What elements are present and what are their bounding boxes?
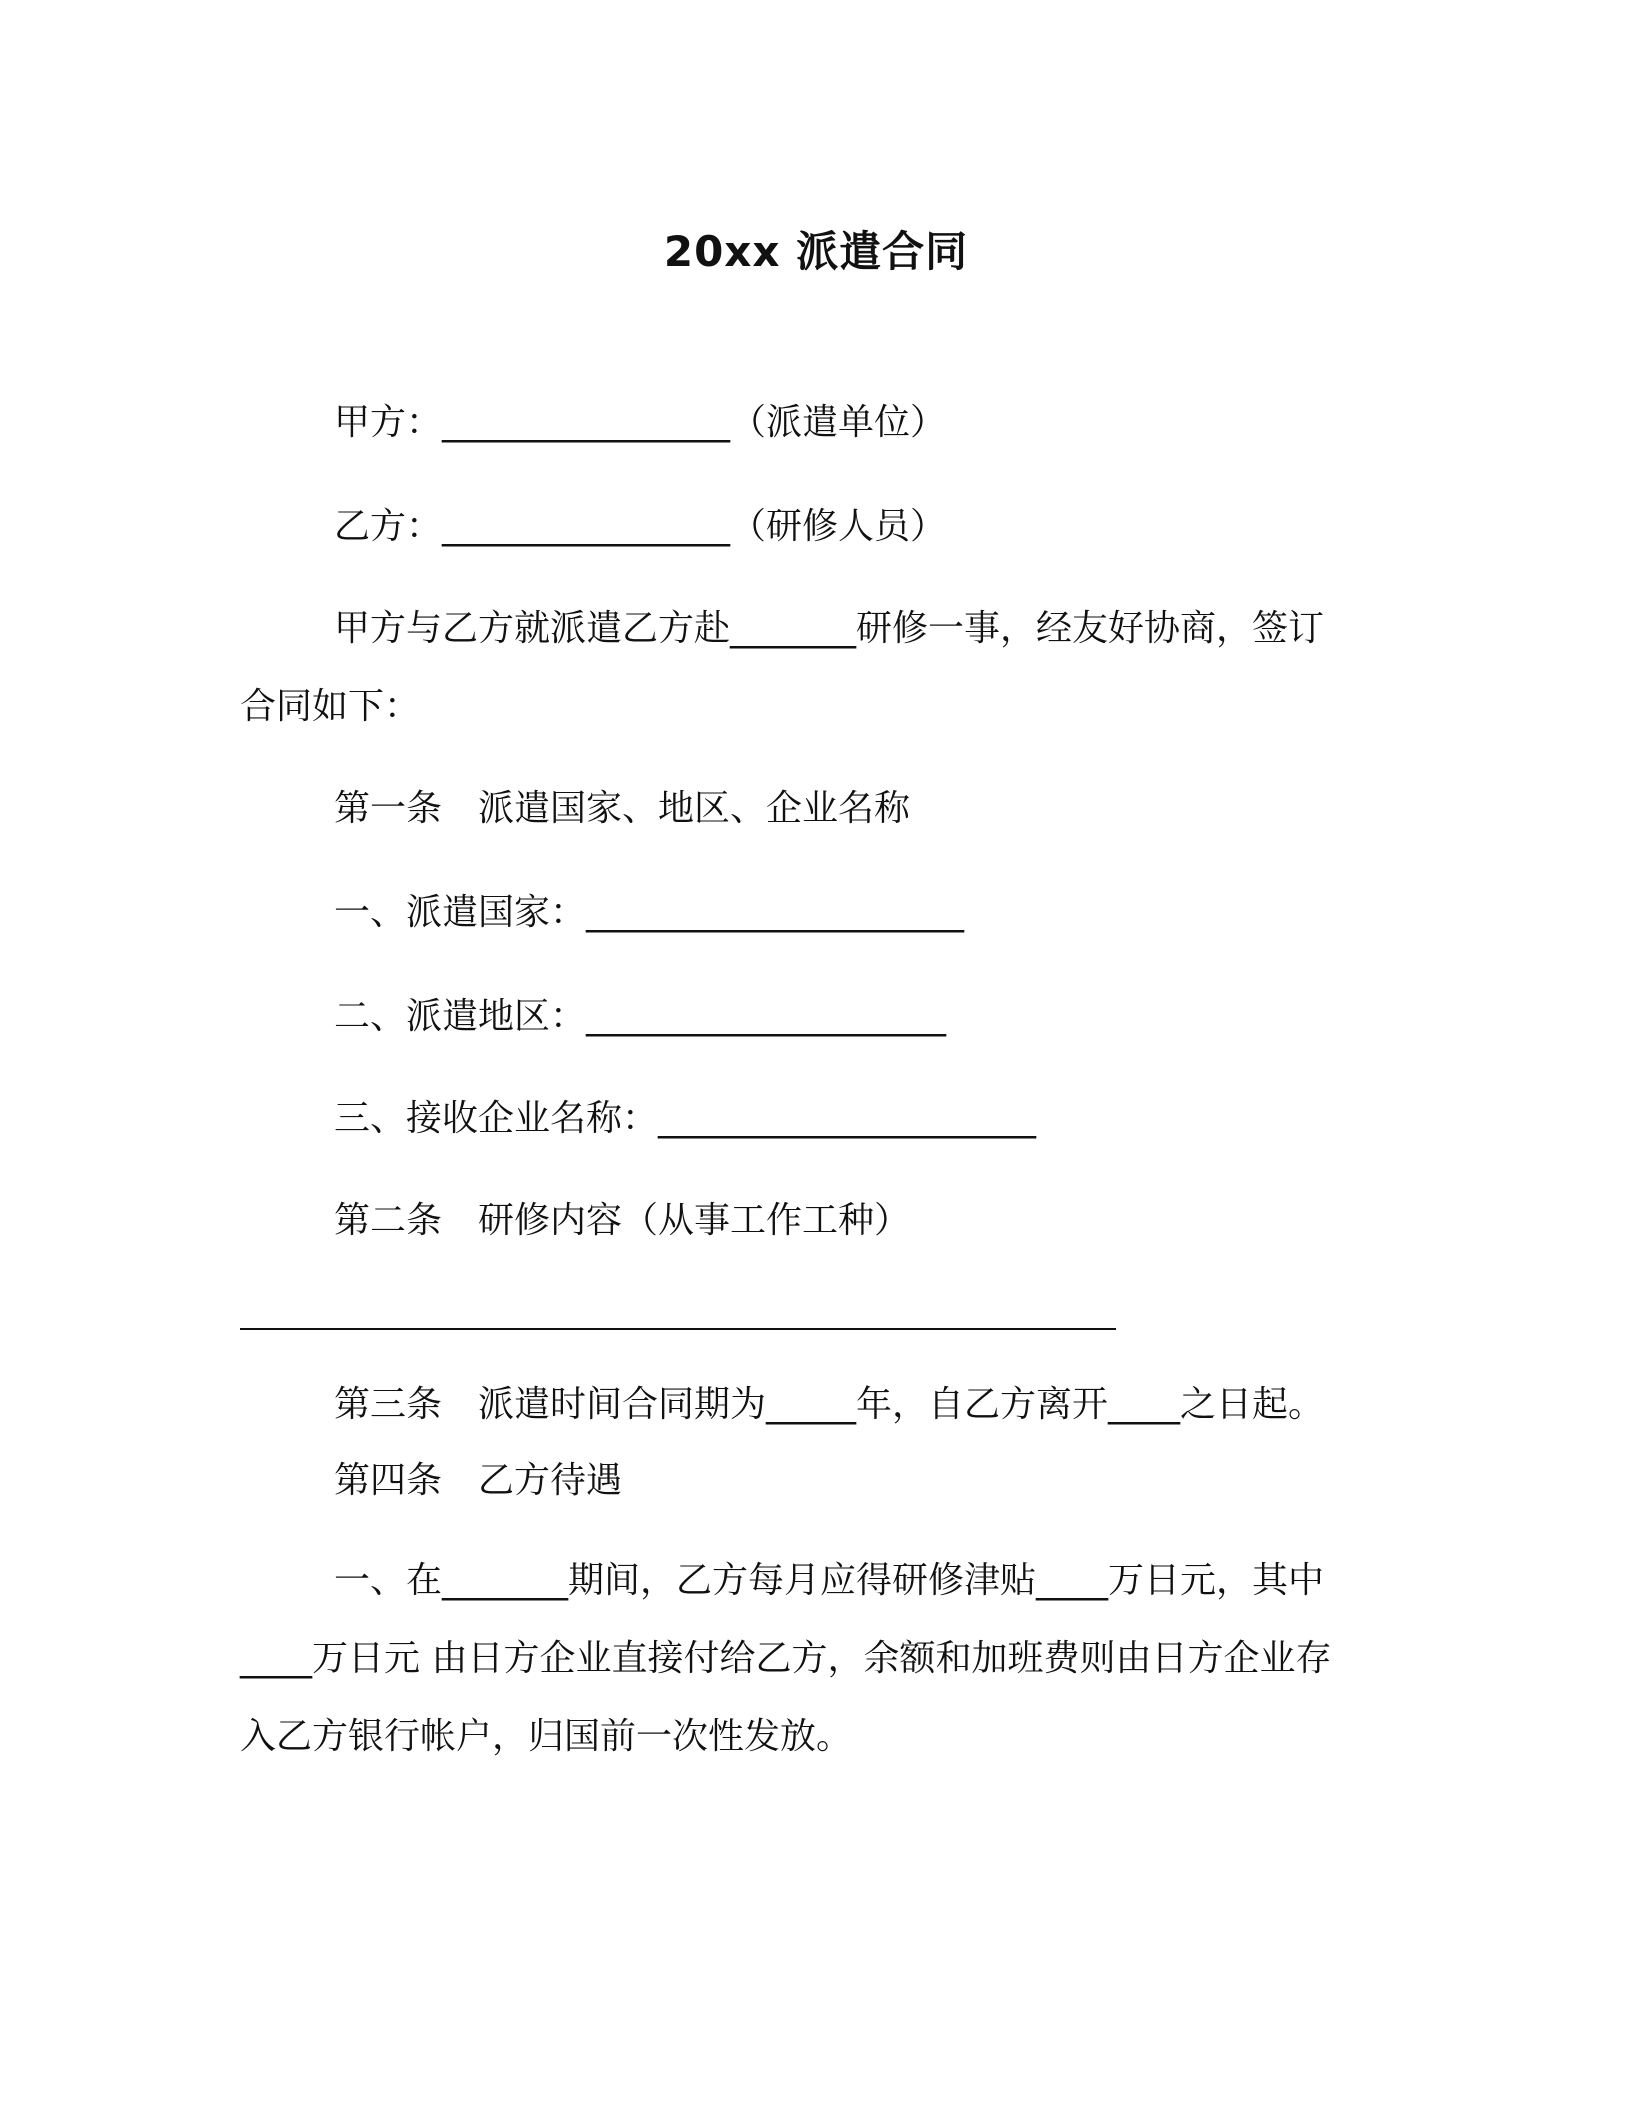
- article-4-heading: 第四条 乙方待遇: [334, 1460, 623, 1501]
- article-2-heading: 第二条 研修内容（从事工作工种）: [334, 1200, 911, 1241]
- article-1-heading: 第一条 派遣国家、地区、企业名称: [334, 788, 911, 829]
- article-1-item-region: 二、派遣地区：____________________: [334, 996, 947, 1037]
- article-3-line: 第三条 派遣时间合同期为_____年，自乙方离开____之日起。: [334, 1384, 1325, 1425]
- party-a-line: 甲方：________________（派遣单位）: [334, 402, 947, 443]
- intro-paragraph-line-2: 合同如下：: [240, 686, 421, 727]
- article-4-item-1-line-2: ____万日元 由日方企业直接付给乙方，余额和加班费则由日方企业存: [240, 1638, 1332, 1679]
- document-title: 20xx 派遣合同: [663, 227, 969, 276]
- article-2-blank-line: [240, 1328, 1116, 1330]
- article-4-item-1-line-1: 一、在_______期间，乙方每月应得研修津贴____万日元，其中: [334, 1560, 1325, 1601]
- article-4-item-1-line-3: 入乙方银行帐户，归国前一次性发放。: [240, 1716, 853, 1757]
- party-b-line: 乙方：________________（研修人员）: [334, 506, 947, 547]
- article-1-item-company: 三、接收企业名称：_____________________: [334, 1098, 1037, 1139]
- intro-paragraph-line-1: 甲方与乙方就派遣乙方赴_______研修一事，经友好协商，签订: [334, 608, 1325, 649]
- article-1-item-country: 一、派遣国家：_____________________: [334, 892, 965, 933]
